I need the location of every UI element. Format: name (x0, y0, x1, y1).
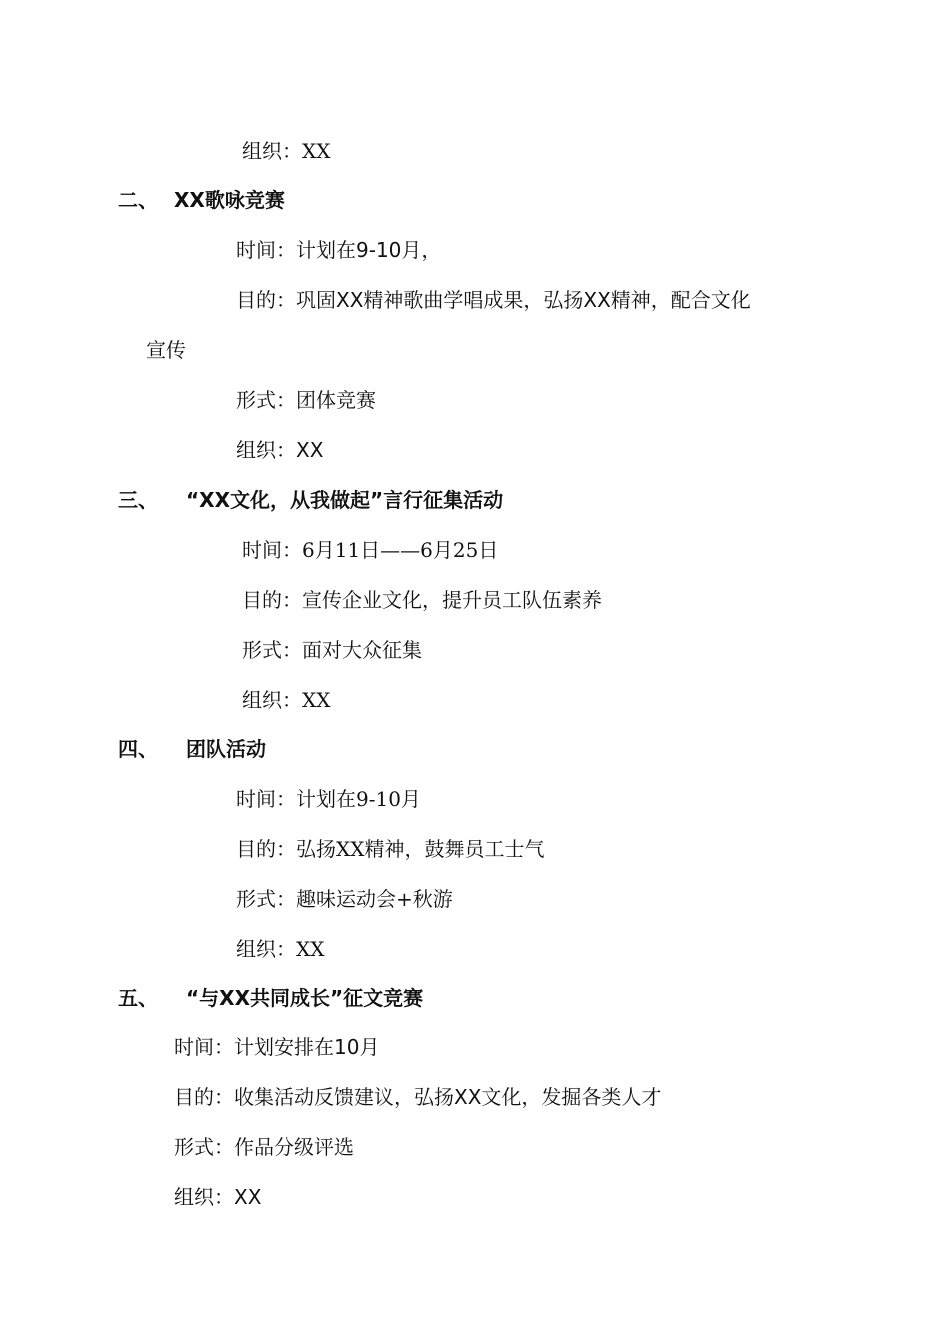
section-4-purpose: 目的：弘扬XX精神，鼓舞员工士气 (236, 837, 545, 861)
section-2-form: 形式：团体竞赛 (236, 388, 376, 412)
section-4-form: 形式：趣味运动会+秋游 (236, 887, 453, 911)
section-3-number: 三、 (118, 488, 158, 512)
section-4-time: 时间：计划在9-10月 (236, 787, 421, 811)
section-4-org: 组织：XX (236, 937, 325, 961)
section-2-org: 组织：XX (236, 438, 324, 462)
section-2-title: XX歌咏竞赛 (174, 188, 285, 212)
section-2-time: 时间：计划在9-10月， (236, 238, 442, 262)
section-3-title: “XX文化，从我做起”言行征集活动 (186, 488, 504, 512)
section-3-purpose: 目的：宣传企业文化，提升员工队伍素养 (242, 588, 602, 612)
section-2-purpose-continued: 宣传 (146, 338, 186, 362)
section-4-number: 四、 (118, 737, 158, 761)
section-5-purpose: 目的：收集活动反馈建议，弘扬XX文化，发掘各类人才 (174, 1085, 662, 1109)
section-3-org: 组织：XX (242, 688, 331, 712)
section-2-number: 二、 (118, 188, 158, 212)
section-2-purpose: 目的：巩固XX精神歌曲学唱成果，弘扬XX精神，配合文化 (236, 288, 751, 312)
prev-section-org: 组织：XX (242, 139, 331, 163)
section-5-org: 组织：XX (174, 1185, 262, 1209)
section-5-title: “与XX共同成长”征文竞赛 (186, 986, 424, 1010)
section-5-form: 形式：作品分级评选 (174, 1135, 354, 1159)
section-4-title: 团队活动 (186, 737, 266, 761)
section-5-time: 时间：计划安排在10月 (174, 1035, 380, 1059)
section-5-number: 五、 (118, 986, 158, 1010)
section-3-time: 时间：6月11日——6月25日 (242, 538, 499, 562)
section-3-form: 形式：面对大众征集 (242, 638, 422, 662)
